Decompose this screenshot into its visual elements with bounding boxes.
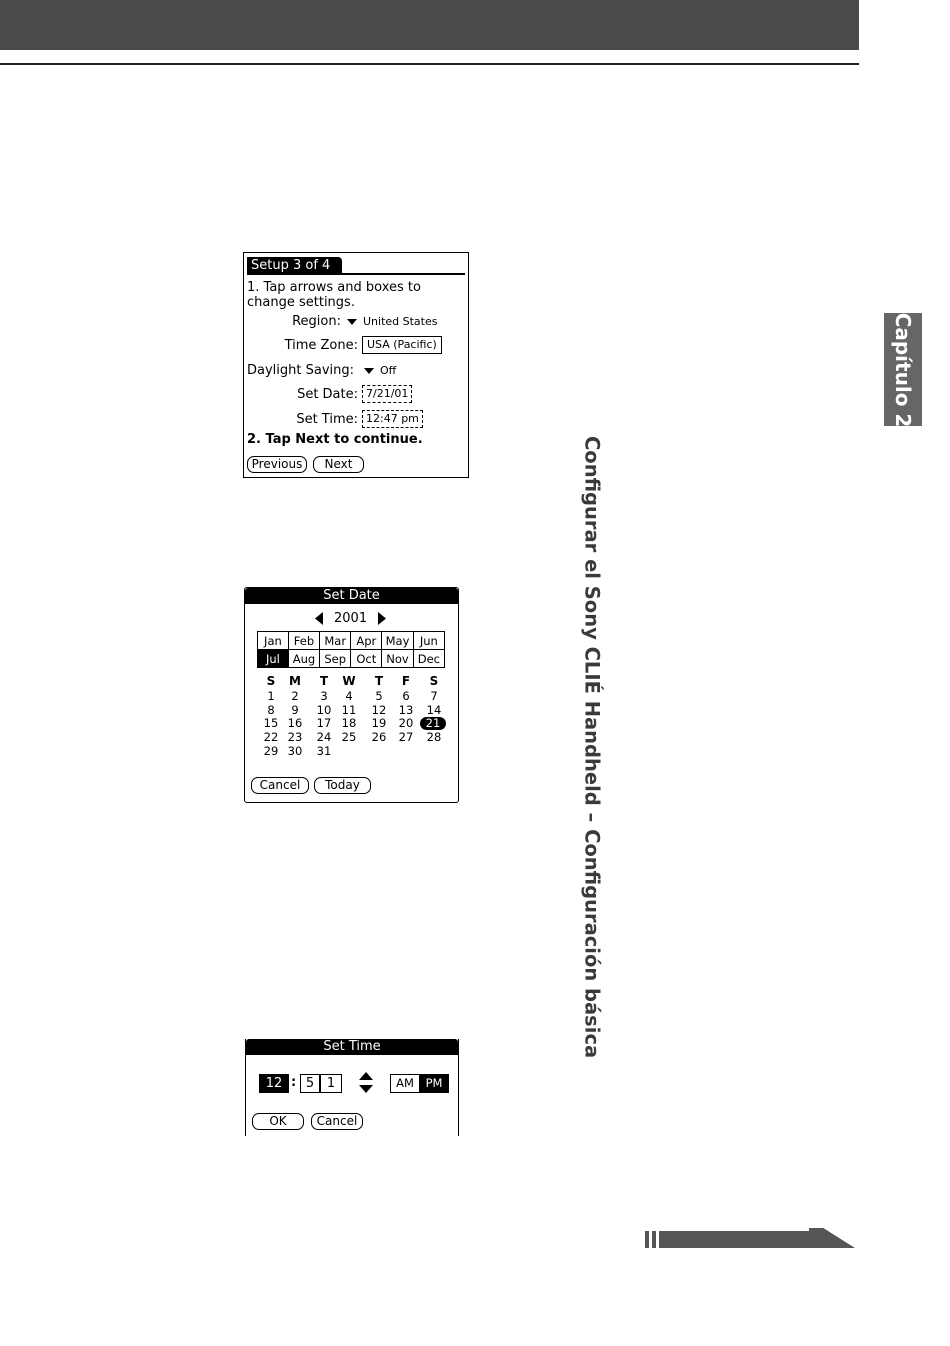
calendar-day[interactable]: 24 [316,730,332,745]
calendar-day[interactable]: 1 [267,689,275,703]
chapter-title-label: Configurar el Sony CLIÉ Handheld – Configuración básica [580,436,604,1059]
set-time-title: Set Time [246,1039,458,1055]
daylight-saving-picker[interactable] [364,363,396,378]
month-dec[interactable]: Dec [413,650,444,668]
calendar-day[interactable]: 2 [291,689,299,703]
set-time-label: Set Time: [296,412,358,427]
header-rule [0,63,859,65]
calendar-day[interactable]: 29 [263,743,279,758]
calendar-day[interactable]: 14 [426,702,442,717]
prev-year-arrow-icon[interactable] [315,612,325,625]
calendar-day[interactable]: 21 [420,717,446,730]
calendar-day[interactable]: 5 [375,689,383,703]
continue-arrow-icon [645,1228,855,1248]
calendar-day[interactable]: 22 [263,730,279,745]
weekday-header: T [319,674,329,688]
set-date-title: Set Date [245,588,458,604]
calendar-day[interactable]: 18 [341,716,357,731]
calendar-day[interactable]: 8 [267,702,275,717]
set-date-box[interactable]: 7/21/01 [362,385,412,403]
weekday-header: M [289,674,301,688]
calendar-day[interactable]: 11 [341,702,357,717]
cancel-button[interactable]: Cancel [251,777,309,794]
hour-box[interactable]: 12 [259,1074,289,1093]
calendar-day[interactable]: 7 [430,689,438,703]
pm-toggle[interactable]: PM [419,1074,449,1093]
calendar-day[interactable]: 23 [287,730,303,745]
set-date-label: Set Date: [297,387,358,402]
month-grid [257,631,445,668]
chapter-tab-label: Capítulo 2 [891,312,915,427]
chapter-title [580,436,922,1059]
cancel-button[interactable]: Cancel [311,1113,363,1130]
month-jan[interactable]: Jan [258,632,289,650]
calendar-day[interactable]: 30 [287,743,303,758]
calendar-day[interactable]: 10 [316,702,332,717]
am-toggle[interactable]: AM [390,1074,420,1093]
minute-tens-box[interactable]: 5 [300,1074,320,1093]
calendar-day[interactable]: 17 [316,716,332,731]
region-value: United States [363,315,438,328]
setup-header-rule [247,273,465,275]
month-oct[interactable]: Oct [351,650,382,668]
instruction-1-line-1: 1. Tap arrows and boxes to [247,280,421,295]
instruction-2: 2. Tap Next to continue. [247,432,423,447]
calendar-day[interactable]: 12 [371,702,387,717]
setup-screen [243,252,469,478]
setup-tab: Setup 3 of 4 [247,257,342,274]
chapter-tab [884,313,922,426]
time-separator: : [291,1075,297,1090]
month-aug[interactable]: Aug [288,650,319,668]
calendar-day[interactable]: 19 [371,716,387,731]
calendar-day[interactable]: 16 [287,716,303,731]
month-mar[interactable]: Mar [320,632,351,650]
calendar-day[interactable]: 31 [316,743,332,758]
region-label: Region: [292,314,341,329]
calendar-day[interactable]: 26 [371,730,387,745]
set-time-dialog [245,1039,459,1136]
calendar-day[interactable]: 13 [398,702,414,717]
previous-button[interactable]: Previous [247,456,307,473]
weekday-header: W [342,674,356,688]
daylight-saving-label: Daylight Saving: [247,363,355,378]
weekday-header: S [266,674,276,688]
weekday-header: S [429,674,439,688]
time-up-down-arrows-icon[interactable] [359,1072,373,1094]
ok-button[interactable]: OK [252,1113,304,1130]
calendar-day[interactable]: 4 [345,689,353,703]
timezone-box[interactable]: USA (Pacific) [362,336,442,354]
calendar-day[interactable]: 28 [426,730,442,745]
month-nov[interactable]: Nov [382,650,413,668]
calendar-day[interactable]: 27 [398,730,414,745]
region-picker[interactable] [347,314,438,329]
set-date-dialog [244,587,459,803]
calendar-day[interactable]: 6 [402,689,410,703]
next-button[interactable]: Next [313,456,364,473]
next-year-arrow-icon[interactable] [378,612,388,625]
calendar-day[interactable]: 20 [398,716,414,731]
dropdown-arrow-icon [364,368,374,374]
set-time-box[interactable]: 12:47 pm [362,410,423,428]
weekday-header: F [401,674,411,688]
dropdown-arrow-icon [347,319,357,325]
instruction-1-line-2: change settings. [247,295,355,310]
month-sep[interactable]: Sep [320,650,351,668]
calendar-day[interactable]: 3 [320,689,328,703]
month-may[interactable]: May [382,632,413,650]
month-feb[interactable]: Feb [288,632,319,650]
calendar-day[interactable]: 25 [341,730,357,745]
year-label: 2001 [334,611,368,626]
calendar-day[interactable]: 15 [263,716,279,731]
weekday-header: T [374,674,384,688]
minute-ones-box[interactable]: 1 [320,1074,342,1093]
month-apr[interactable]: Apr [351,632,382,650]
month-jun[interactable]: Jun [413,632,444,650]
month-jul[interactable]: Jul [258,650,289,668]
daylight-saving-value: Off [380,364,397,377]
timezone-label: Time Zone: [284,338,358,353]
today-button[interactable]: Today [314,777,371,794]
header-bar [0,0,859,50]
calendar-day[interactable]: 9 [291,702,299,717]
